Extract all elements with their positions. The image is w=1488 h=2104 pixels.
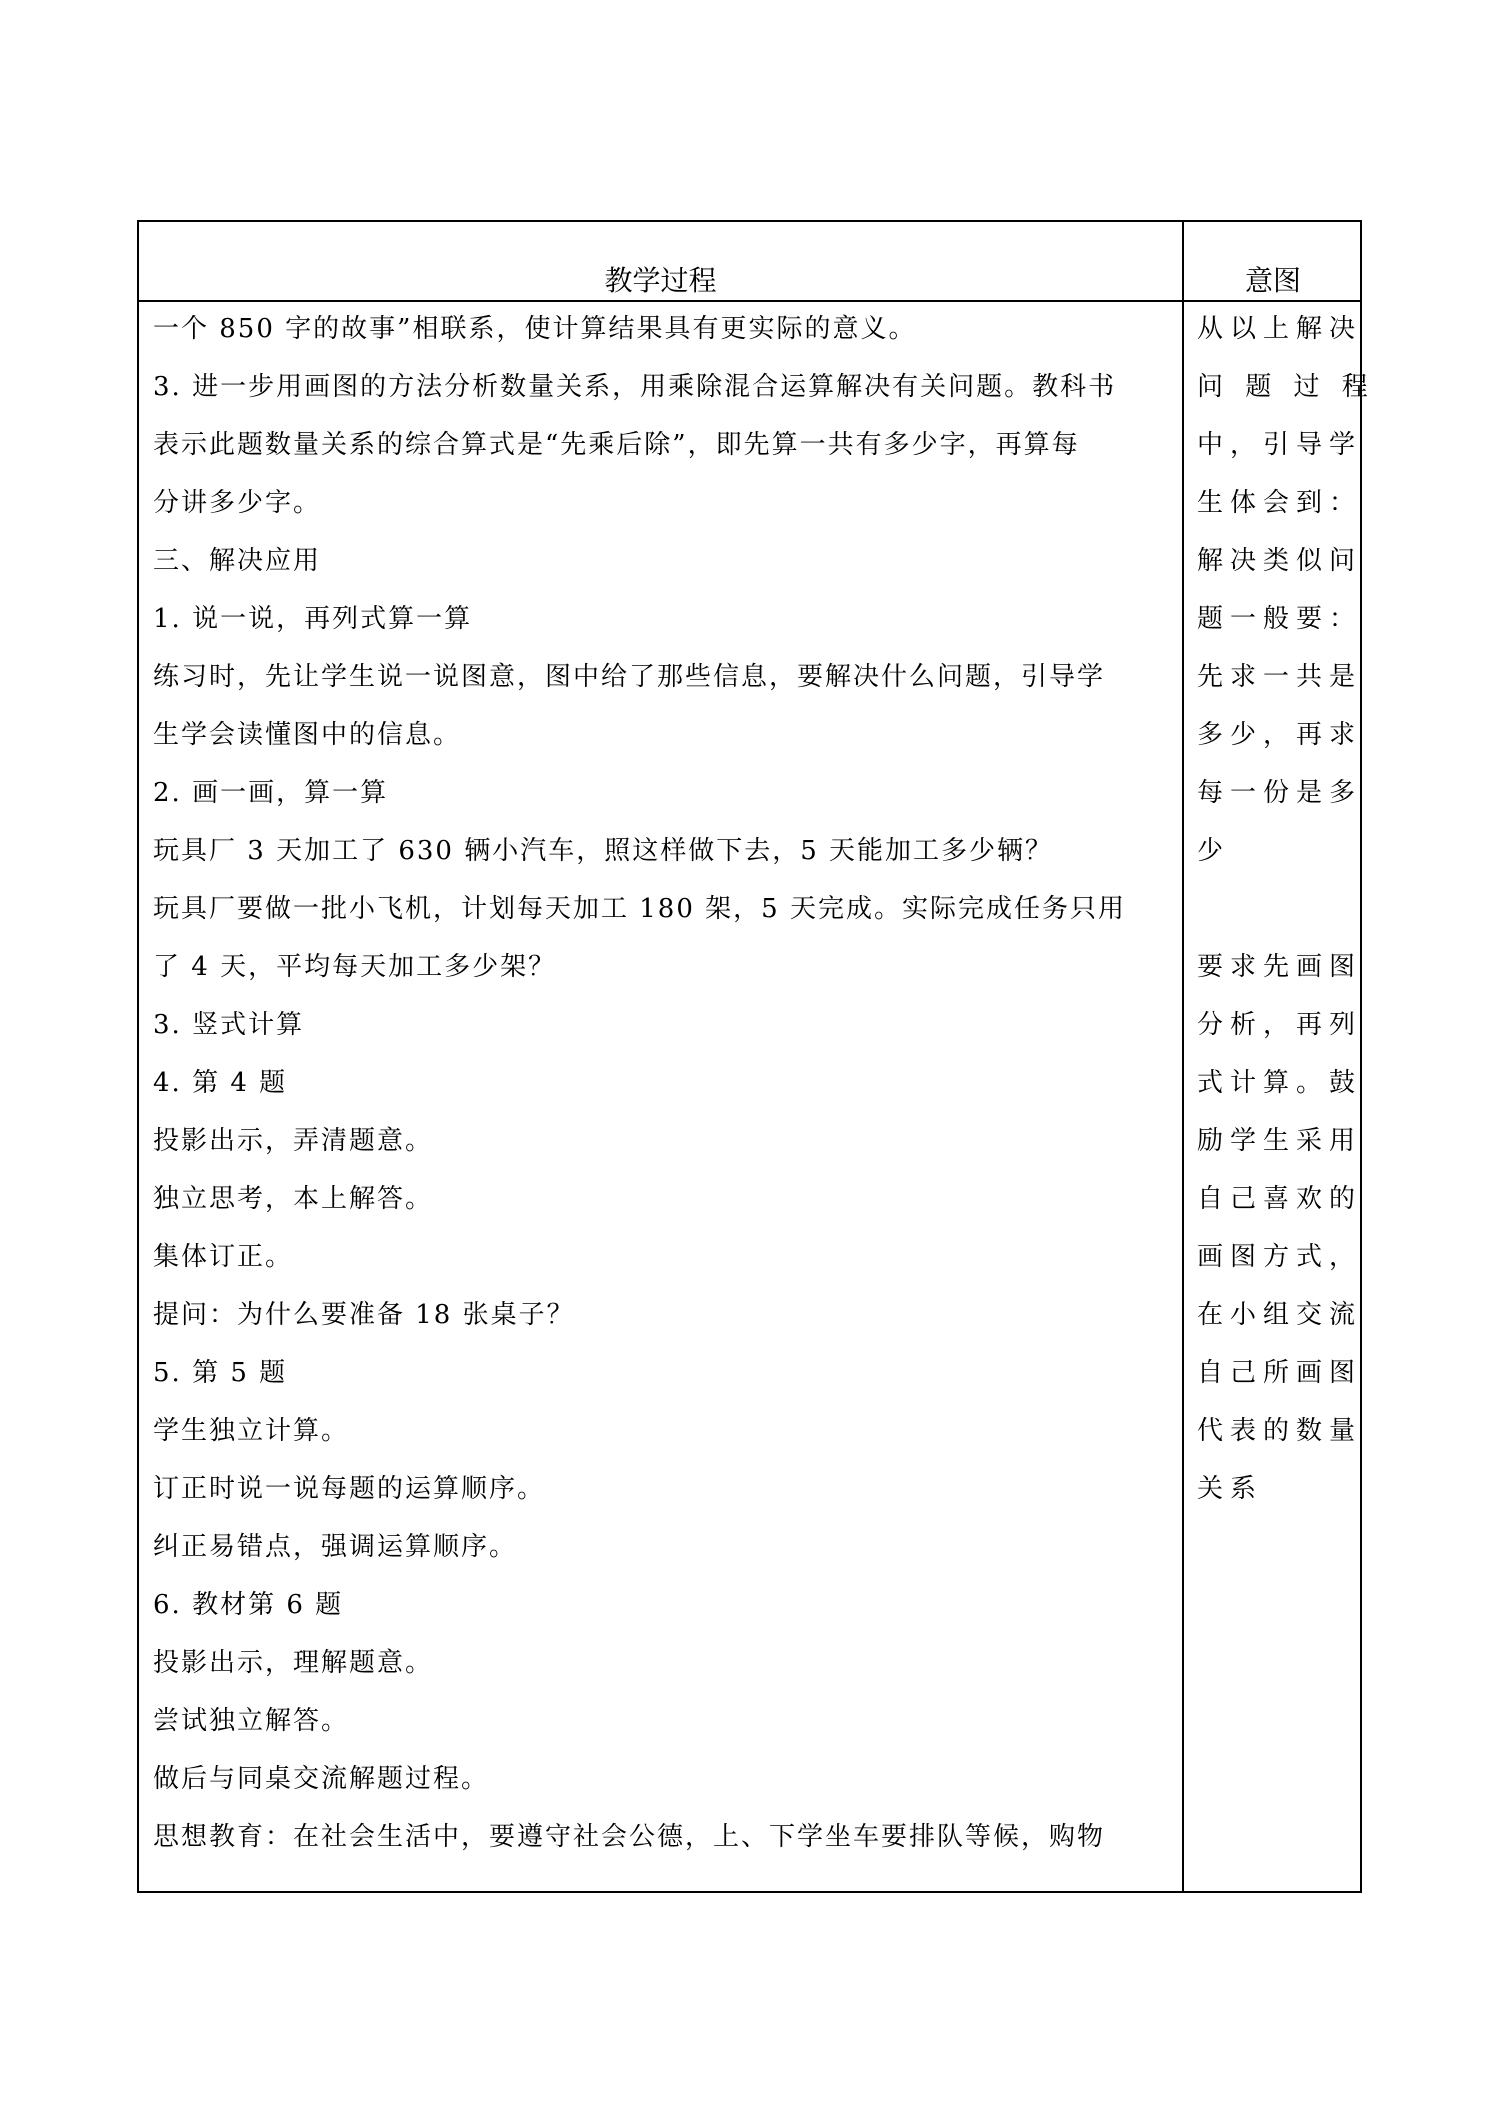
process-line: 生学会读懂图中的信息。: [153, 720, 462, 750]
intent-column: [1197, 300, 1375, 1518]
process-line: 练习时，先让学生说一说图意，图中给了那些信息，要解决什么问题，引导学: [153, 662, 1106, 692]
intent-spacer: [1197, 880, 1357, 938]
process-line: 三、解决应用: [153, 546, 322, 576]
process-line: 学生独立计算。: [153, 1416, 350, 1446]
intent-line: 每一份是多: [1197, 778, 1363, 808]
process-line: 5. 第 5 题: [153, 1358, 288, 1388]
lesson-table: [137, 220, 1375, 1893]
process-line: 集体订正。: [153, 1242, 294, 1272]
process-line: 一个 850 字的故事”相联系，使计算结果具有更实际的意义。: [153, 314, 917, 344]
intent-line: 从以上解决: [1197, 314, 1363, 344]
process-line: 2. 画一画，算一算: [153, 778, 389, 808]
intent-line: 中，引导学: [1197, 430, 1363, 460]
intent-line: 问 题 过 程: [1197, 372, 1375, 402]
intent-line: 解决类似问: [1197, 546, 1363, 576]
header-intent: 意图: [1244, 264, 1301, 297]
intent-line: 生体会到：: [1197, 488, 1363, 518]
intent-line: 关系: [1197, 1474, 1264, 1504]
process-line: 表示此题数量关系的综合算式是“先乘后除”，即先算一共有多少字，再算每: [153, 430, 1080, 460]
process-line: 独立思考，本上解答。: [153, 1184, 434, 1214]
process-line: 投影出示，理解题意。: [153, 1648, 434, 1678]
process-line: 6. 教材第 6 题: [153, 1590, 344, 1620]
intent-line: 多少，再求: [1197, 720, 1363, 750]
process-line: 4. 第 4 题: [153, 1068, 288, 1098]
process-line: 思想教育：在社会生活中，要遵守社会公德，上、下学坐车要排队等候，购物: [153, 1822, 1106, 1852]
process-line: 3. 竖式计算: [153, 1010, 305, 1040]
process-line: 分讲多少字。: [153, 488, 322, 518]
process-line: 做后与同桌交流解题过程。: [153, 1764, 490, 1794]
process-line: 3. 进一步用画图的方法分析数量关系，用乘除混合运算解决有关问题。教科书: [153, 372, 1117, 402]
intent-line: 在小组交流: [1197, 1300, 1363, 1330]
process-line: 订正时说一说每题的运算顺序。: [153, 1474, 546, 1504]
process-line: 了 4 天，平均每天加工多少架？: [153, 952, 557, 982]
process-line: 提问：为什么要准备 18 张桌子？: [153, 1300, 575, 1330]
intent-line: 少: [1197, 836, 1231, 866]
process-line: 玩具厂 3 天加工了 630 辆小汽车，照这样做下去，5 天能加工多少辆？: [153, 836, 1054, 866]
intent-line: 代表的数量: [1197, 1416, 1363, 1446]
intent-line: 分析，再列: [1197, 1010, 1363, 1040]
table-header-row: [139, 222, 1360, 302]
intent-line: 式计算。鼓: [1197, 1068, 1363, 1098]
intent-line: 先求一共是: [1197, 662, 1363, 692]
intent-line: 励学生采用: [1197, 1126, 1363, 1156]
process-line: 尝试独立解答。: [153, 1706, 350, 1736]
header-teaching-process: 教学过程: [604, 264, 717, 297]
process-line: 玩具厂要做一批小飞机，计划每天加工 180 架，5 天完成。实际完成任务只用: [153, 894, 1126, 924]
process-line: 纠正易错点，强调运算顺序。: [153, 1532, 518, 1562]
column-divider: [1182, 222, 1184, 1891]
teaching-process-column: [153, 300, 1173, 1866]
intent-line: 要求先画图: [1197, 952, 1363, 982]
process-line: 投影出示，弄清题意。: [153, 1126, 434, 1156]
process-line: 1. 说一说，再列式算一算: [153, 604, 473, 634]
intent-line: 自己所画图: [1197, 1358, 1363, 1388]
intent-line: 题一般要：: [1197, 604, 1363, 634]
intent-line: 画图方式，: [1197, 1242, 1363, 1272]
intent-line: 自己喜欢的: [1197, 1184, 1363, 1214]
